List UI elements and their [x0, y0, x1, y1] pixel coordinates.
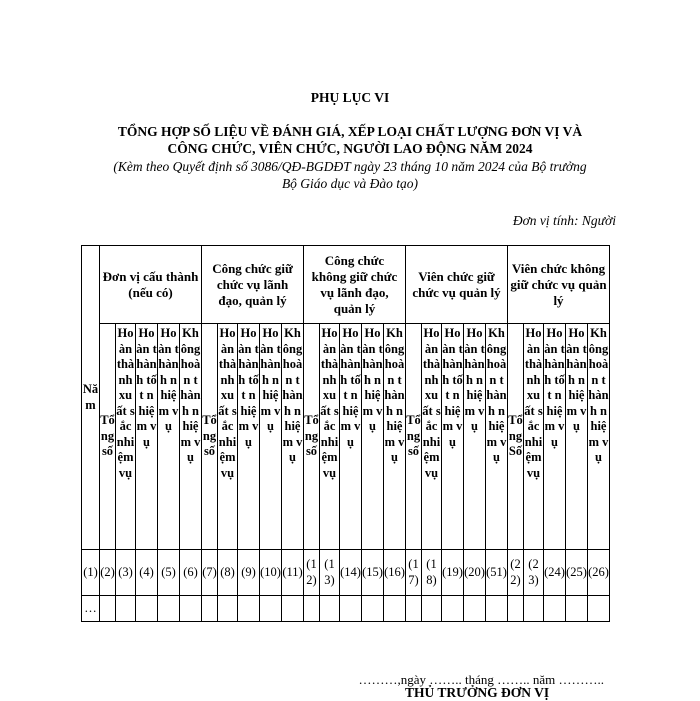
data-cell	[422, 596, 442, 622]
sub-header-g5-1: Tổng Số	[508, 324, 524, 550]
column-number-11: (11)	[282, 550, 304, 596]
data-cell	[116, 596, 136, 622]
group-header-2: Công chức giữ chức vụ lãnh đạo, quản lý	[202, 246, 304, 324]
column-number-24: (24)	[544, 550, 566, 596]
column-number-21: (51)	[486, 550, 508, 596]
unit-label: Đơn vị tính: Người	[512, 213, 616, 228]
data-cell	[406, 596, 422, 622]
sub-header-g2-1: Tổng số	[202, 324, 218, 550]
sub-header-g4-2: Hoàn thành xuất sắc nhiệm vụ	[422, 324, 442, 550]
column-number-9: (9)	[238, 550, 260, 596]
data-cell	[136, 596, 158, 622]
sub-header-g4-1: Tổng số	[406, 324, 422, 550]
column-number-18: (18)	[422, 550, 442, 596]
year-header: Năm	[82, 246, 100, 550]
data-cell	[320, 596, 340, 622]
column-number-3: (3)	[116, 550, 136, 596]
column-number-22: (22)	[508, 550, 524, 596]
column-number-26: (26)	[588, 550, 610, 596]
data-cell	[566, 596, 588, 622]
decision-note-line2: Bộ Giáo dục và Đào tạo)	[281, 176, 419, 191]
column-number-15: (15)	[362, 550, 384, 596]
data-cell	[486, 596, 508, 622]
evaluation-summary-table	[81, 245, 610, 622]
data-cell: …	[82, 596, 100, 622]
column-number-1: (1)	[82, 550, 100, 596]
sub-header-g2-4: Hoàn thành nhiệm vụ	[260, 324, 282, 550]
data-cell	[282, 596, 304, 622]
sub-header-g4-5: Không hoàn thành nhiệm vụ	[486, 324, 508, 550]
column-number-6: (6)	[180, 550, 202, 596]
data-cell	[588, 596, 610, 622]
data-cell	[464, 596, 486, 622]
column-number-17: (17)	[406, 550, 422, 596]
column-number-12: (12)	[304, 550, 320, 596]
document-title-line1: TỔNG HỢP SỐ LIỆU VỀ ĐÁNH GIÁ, XẾP LOẠI CHẤT LƯỢNG ĐƠN VỊ VÀ	[117, 124, 583, 139]
column-number-20: (20)	[464, 550, 486, 596]
sub-header-g5-5: Không hoàn thành nhiệm vụ	[588, 324, 610, 550]
column-number-2: (2)	[100, 550, 116, 596]
data-cell	[158, 596, 180, 622]
column-number-10: (10)	[260, 550, 282, 596]
sub-header-g3-3: Hoàn thành tốt nhiệm vụ	[340, 324, 362, 550]
data-cell	[304, 596, 320, 622]
appendix-title: PHỤ LỤC VI	[310, 90, 390, 105]
sub-header-g1-2: Hoàn thành xuất sắc nhiệm vụ	[116, 324, 136, 550]
sub-header-g4-4: Hoàn thành nhiệm vụ	[464, 324, 486, 550]
group-header-3: Công chức không giữ chức vụ lãnh đạo, quản lý	[304, 246, 406, 324]
sub-header-g2-3: Hoàn thành tốt nhiệm vụ	[238, 324, 260, 550]
data-cell	[340, 596, 362, 622]
data-cell	[524, 596, 544, 622]
data-cell	[218, 596, 238, 622]
column-number-14: (14)	[340, 550, 362, 596]
data-cell	[260, 596, 282, 622]
sub-header-g5-3: Hoàn thành tốt nhiệm vụ	[544, 324, 566, 550]
sub-header-g2-2: Hoàn thành xuất sắc nhiệm vụ	[218, 324, 238, 550]
data-cell	[384, 596, 406, 622]
sub-header-g1-1: Tổng số	[100, 324, 116, 550]
column-number-8: (8)	[218, 550, 238, 596]
group-header-5: Viên chức không giữ chức vụ quản lý	[508, 246, 610, 324]
data-cell	[544, 596, 566, 622]
column-number-23: (23)	[524, 550, 544, 596]
sub-header-g3-4: Hoàn thành nhiệm vụ	[362, 324, 384, 550]
sub-header-g5-4: Hoàn thành nhiệm vụ	[566, 324, 588, 550]
data-cell	[180, 596, 202, 622]
column-number-4: (4)	[136, 550, 158, 596]
sub-header-g5-2: Hoàn thành xuất sắc nhiệm vụ	[524, 324, 544, 550]
document-title-line2: CÔNG CHỨC, VIÊN CHỨC, NGƯỜI LAO ĐỘNG NĂM 2024	[167, 141, 533, 156]
column-number-7: (7)	[202, 550, 218, 596]
sub-header-g1-3: Hoàn thành tốt nhiệm vụ	[136, 324, 158, 550]
sub-header-g1-4: Hoàn thành nhiệm vụ	[158, 324, 180, 550]
group-header-4: Viên chức giữ chức vụ quản lý	[406, 246, 508, 324]
column-number-25: (25)	[566, 550, 588, 596]
column-number-19: (19)	[442, 550, 464, 596]
signature-title: THỦ TRƯỞNG ĐƠN VỊ	[405, 685, 550, 700]
sub-header-g4-3: Hoàn thành tốt nhiệm vụ	[442, 324, 464, 550]
sub-header-g2-5: Không hoàn thành nhiệm vụ	[282, 324, 304, 550]
column-number-13: (13)	[320, 550, 340, 596]
column-number-16: (16)	[384, 550, 406, 596]
data-cell	[442, 596, 464, 622]
date-line: ………,ngày …….. tháng …….. năm ………..	[358, 672, 604, 687]
decision-note-line1: (Kèm theo Quyết định số 3086/QĐ-BGDĐT ngày 23 tháng 10 năm 2024 của Bộ trưởng	[113, 159, 587, 174]
sub-header-g1-5: Không hoàn thành nhiệm vụ	[180, 324, 202, 550]
data-cell	[362, 596, 384, 622]
data-cell	[238, 596, 260, 622]
column-number-5: (5)	[158, 550, 180, 596]
data-cell	[202, 596, 218, 622]
data-cell	[100, 596, 116, 622]
data-cell	[508, 596, 524, 622]
group-header-1: Đơn vị cấu thành (nếu có)	[100, 246, 202, 324]
sub-header-g3-5: Không hoàn thành nhiệm vụ	[384, 324, 406, 550]
sub-header-g3-2: Hoàn thành xuất sắc nhiệm vụ	[320, 324, 340, 550]
sub-header-g3-1: Tổng số	[304, 324, 320, 550]
